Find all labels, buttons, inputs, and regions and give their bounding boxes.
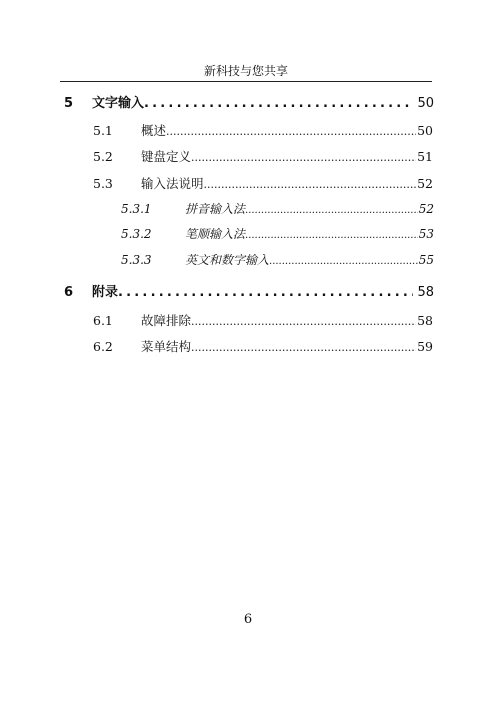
toc-number: 5.3.2	[121, 227, 152, 241]
toc-page-number: 59	[417, 339, 433, 354]
toc-number: 6.2	[93, 339, 113, 354]
toc-title: 文字输入	[92, 96, 145, 111]
toc-title: 输入法说明	[141, 176, 204, 191]
toc-number: 6.1	[93, 313, 113, 328]
dot-leader	[118, 285, 413, 300]
toc-page-number: 50	[417, 96, 434, 111]
toc-title: 英文和数字输入	[185, 253, 270, 267]
dot-leader	[191, 341, 416, 354]
toc-entry-chapter-6[interactable]	[64, 281, 434, 300]
dot-leader	[245, 205, 418, 216]
dot-leader	[204, 178, 417, 191]
toc-entry-5-3[interactable]	[93, 174, 433, 192]
toc-title: 键盘定义	[141, 149, 192, 164]
toc-title: 附录	[92, 285, 119, 300]
toc-title: 概述	[141, 123, 167, 138]
toc-number: 5.2	[93, 149, 113, 164]
dot-leader	[245, 230, 418, 241]
toc-number: 5	[64, 96, 74, 111]
toc-page-number: 55	[418, 253, 434, 267]
toc-number: 5.3	[93, 176, 113, 191]
toc-entry-5-2[interactable]	[93, 147, 433, 165]
dot-leader	[191, 151, 416, 164]
page-number: 6	[243, 612, 253, 627]
page-header: 新科技与您共享	[203, 64, 288, 78]
toc-entry-chapter-5[interactable]	[64, 92, 434, 111]
dot-leader	[191, 315, 416, 328]
toc-page-number: 50	[417, 123, 433, 138]
toc-title: 菜单结构	[141, 339, 192, 354]
toc-entry-5-3-3[interactable]	[121, 251, 434, 268]
toc-page-number: 52	[417, 176, 433, 191]
toc-page-number: 51	[417, 149, 433, 164]
toc-page-number: 53	[418, 227, 434, 241]
toc-title: 拼音输入法	[185, 202, 246, 216]
toc-number: 6	[64, 285, 74, 300]
toc-title: 笔顺输入法	[185, 227, 246, 241]
dot-leader	[144, 96, 413, 111]
header-divider	[60, 81, 432, 82]
toc-entry-5-3-1[interactable]	[121, 200, 434, 217]
toc-entry-5-1[interactable]	[93, 121, 433, 139]
dot-leader	[166, 125, 416, 138]
dot-leader	[269, 256, 418, 267]
toc-title: 故障排除	[141, 313, 192, 328]
toc-page-number: 58	[417, 285, 434, 300]
toc-number: 5.1	[93, 123, 113, 138]
toc-entry-5-3-2[interactable]	[121, 225, 434, 242]
toc-entry-6-2[interactable]	[93, 337, 433, 355]
toc-entry-6-1[interactable]	[93, 311, 433, 329]
toc-page-number: 52	[418, 202, 434, 216]
toc-number: 5.3.1	[121, 202, 152, 216]
toc-page-number: 58	[417, 313, 433, 328]
toc-number: 5.3.3	[121, 253, 152, 267]
